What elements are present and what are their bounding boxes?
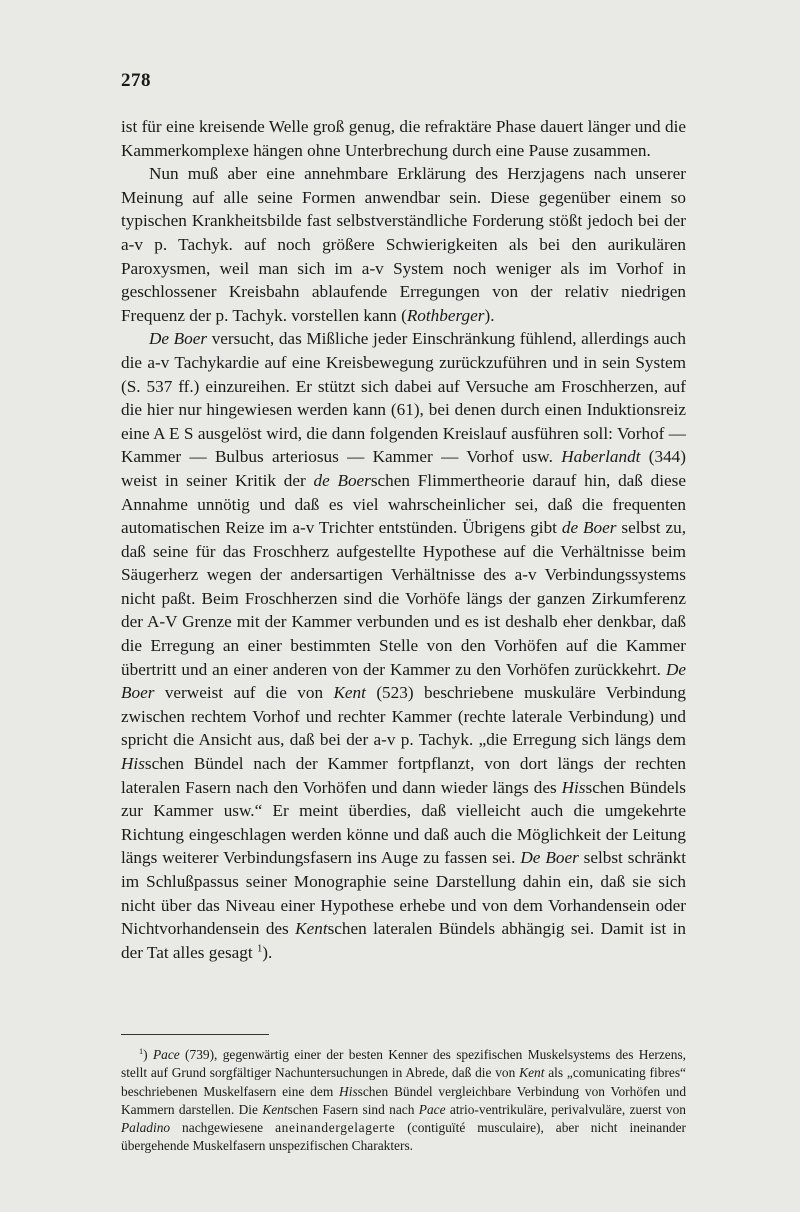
author-reference: Rothberger — [406, 305, 485, 325]
author-reference: De Boer — [520, 848, 579, 868]
text-run: verweist auf die von — [154, 683, 334, 703]
author-reference: De Boer — [149, 329, 208, 349]
text-run: ) — [143, 1047, 153, 1062]
text-run: schen Flimmertheorie darauf hin, daß diese Annahme unnötig und daß es viel wahrscheinlicher sei, daß die frequenten automatischen Reize im a-v Trichter entstünden. Übrigens gibt — [121, 470, 686, 538]
paragraph-2 — [121, 162, 686, 327]
author-reference: Kent — [262, 1101, 288, 1117]
author-reference: Kent — [333, 683, 366, 703]
main-text — [121, 115, 686, 964]
page-number: 278 — [121, 70, 151, 91]
text-run: versucht, das Mißliche jeder Einschränkung fühlend, allerdings auch die a-v Tachykardie auf eine Kreisbewegung zurückzuführen und in sein System (S. 537 ff.) einzureihen. Er stützt sich dabei auf Versuche am Froschherzen, auf die hier nur hingewiesen werden kann (61), bei denen durch einen Induktionsreiz eine A E S ausgelöst wird, die dann folgenden Kreislauf ausführen soll: Vorhof — Kammer — Bulbus arteriosus — Kammer — Vorhof usw. — [121, 329, 686, 467]
text-run: Nun muß aber eine annehmbare Erklärung des Herzjagens nach unserer Meinung auf alle seine Formen anwendbar sein. Diese gegenüber einem so typischen Krankheitsbilde fast selbstverständliche Forderung stößt jedoch bei der a-v p. Tachyk. auf noch größere Schwierigkeiten als bei den aurikulären Paroxysmen, weil man sich im a-v System noch weniger als im Vorhof in geschlossener Kreisbahn ablaufende Erregungen von der relativ niedrigen Frequenz der p. Tachyk. vorstellen kann ( — [121, 164, 686, 325]
author-reference: de Boer — [561, 518, 617, 538]
author-reference: His — [121, 754, 145, 774]
spaced-emphasis: aneinandergelagerte — [275, 1120, 396, 1136]
footnote-number: 1 — [139, 1047, 144, 1057]
author-reference: His — [339, 1083, 358, 1099]
text-run: selbst schränkt im Schlußpassus seiner Monographie seine Darstellung dahin ein, daß sie sich nicht über das Niveau einer Hypothese erhebe und von dem Vorhandensein oder Nichtvorhandensein des — [121, 848, 686, 939]
footnotes — [121, 1046, 686, 1156]
text-run: als „comunicating fibres“ beschriebenen Muskelfasern eine dem — [121, 1065, 686, 1099]
text-run: nachgewiesene — [170, 1120, 276, 1136]
text-run: schen Fasern sind nach — [287, 1101, 419, 1117]
text-run: ). — [484, 305, 495, 325]
author-reference: Pace — [152, 1047, 180, 1062]
paragraph-3 — [121, 327, 686, 964]
footnote-1 — [121, 1046, 686, 1156]
author-reference: De Boer — [121, 659, 686, 703]
paragraph-1: ist für eine kreisende Welle groß genug, die refraktäre Phase dauert länger und die Kammerkomplexe hängen ohne Unterbrechung durch eine Pause zusammen. — [121, 117, 686, 160]
author-reference: His — [561, 777, 586, 797]
text-run: schen Bündels zur Kammer usw.“ Er meint überdies, daß vielleicht auch die umgekehrte Richtung eingeschlagen werden könne und daß auch die Möglichkeit der Leitung längs weiterer Verbindungsfasern ins Auge zu fassen sei. — [121, 777, 686, 868]
text-run: schen Bündel vergleichbare Verbindung von Vorhöfen und Kammern darstellen. Die — [121, 1083, 687, 1117]
text-run: (523) beschriebene muskuläre Verbindung zwischen rechtem Vorhof und rechter Kammer (rechte laterale Verbindung) und spricht die Ansicht aus, daß bei der a-v p. Tachyk. „die Erregung sich längs dem — [121, 683, 686, 750]
footnote-divider — [121, 1034, 269, 1035]
author-reference: Haberlandt — [561, 447, 641, 467]
footnote-marker: 1 — [256, 943, 263, 955]
author-reference: Paladino — [121, 1120, 171, 1136]
author-reference: Pace — [418, 1101, 446, 1117]
text-run: schen lateralen Bündels abhängig sei. Damit ist in der Tat alles gesagt — [121, 919, 687, 962]
author-reference: Kent — [519, 1065, 545, 1081]
text-run: (344) weist in seiner Kritik der — [121, 447, 686, 490]
text-run: (contiguïté musculaire), aber nicht ineinander übergehende Muskelfasern unspezifischen Charakters. — [121, 1120, 686, 1154]
text-run: schen Bündel nach der Kammer fortpflanzt, von dort längs der rechten lateralen Fasern nach den Vorhöfen und dann wieder längs des — [121, 754, 686, 797]
author-reference: de Boer — [313, 470, 371, 490]
author-reference: Kent — [295, 919, 328, 939]
text-run: selbst zu, daß seine für das Froschherz aufgestellte Hypothese auf die Verhältnisse beim Säugerherz wegen der andersartigen Verhältnisse des a-v Verbindungssystems nicht paßt. Beim Froschherzen sind die Vorhöfe längs der ganzen Zirkumferenz der A-V Grenze mit der Kammer verbunden und es ist deshalb eher denkbar, daß die Erregung an einer bestimmten Stelle von den Vorhöfen auf die Kammer übertritt und an einer anderen von der Kammer zu den Vorhöfen zurückkehrt. — [121, 518, 687, 679]
text-run: (739), gegenwärtig einer der besten Kenner des spezifischen Muskelsystems des Herzens, stellt auf Grund sorgfältiger Nachuntersuchungen in Abrede, daß die von — [121, 1047, 686, 1081]
text-run: ). — [262, 942, 273, 962]
text-run: atrio-ventrikuläre, perivalvuläre, zuerst von — [445, 1101, 686, 1117]
